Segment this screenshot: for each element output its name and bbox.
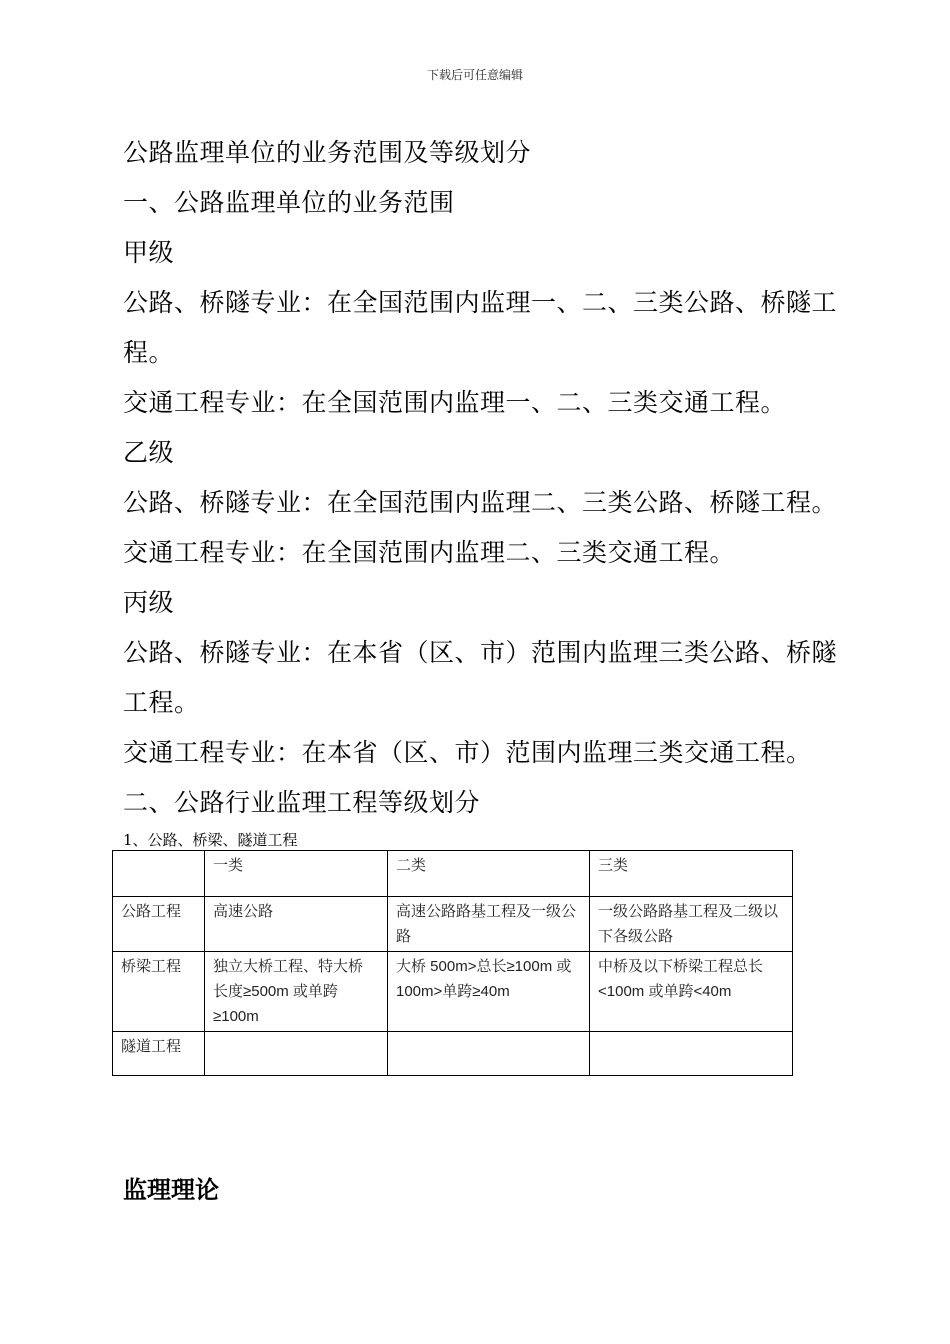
- table-cell: 公路工程: [113, 897, 205, 952]
- table-header-row: [113, 851, 793, 897]
- table-cell: 一级公路路基工程及二级以下各级公路: [590, 897, 793, 952]
- section-title: 监理理论: [123, 1176, 219, 1204]
- table-row: [113, 1032, 793, 1076]
- doc-title: 公路监理单位的业务范围及等级划分: [123, 138, 532, 167]
- grade-b-road-bridge: 公路、桥隧专业：在全国范围内监理二、三类公路、桥隧工程。: [123, 488, 838, 517]
- table-cell: 独立大桥工程、特大桥 长度≥500m 或单跨≥100m: [205, 952, 388, 1032]
- grade-c-road-bridge: 公路、桥隧专业：在本省（区、市）范围内监理三类公路、桥隧工程。: [123, 638, 838, 717]
- table-header-cell: 三类: [590, 851, 793, 897]
- grade-c-label: 丙级: [123, 588, 175, 617]
- table-cell: [590, 1032, 793, 1076]
- grade-b-label: 乙级: [123, 438, 175, 467]
- grade-a-label: 甲级: [123, 238, 175, 267]
- heading-grade-division: 二、公路行业监理工程等级划分: [123, 788, 481, 817]
- grade-a-road-bridge: 公路、桥隧专业：在全国范围内监理一、二、三类公路、桥隧工程。: [123, 288, 838, 367]
- document-body: [123, 128, 851, 1076]
- heading-business-scope: 一、公路监理单位的业务范围: [123, 188, 455, 217]
- table-cell: 大桥 500m>总长≥100m 或 100m>单跨≥40m: [388, 952, 590, 1032]
- table-row: [113, 897, 793, 952]
- table-header-cell: 一类: [205, 851, 388, 897]
- table-cell: 高速公路: [205, 897, 388, 952]
- grade-a-traffic: 交通工程专业：在全国范围内监理一、二、三类交通工程。: [123, 388, 787, 417]
- table-cell: [205, 1032, 388, 1076]
- table-cell: 桥梁工程: [113, 952, 205, 1032]
- table-header-cell: 二类: [388, 851, 590, 897]
- grade-c-traffic: 交通工程专业：在本省（区、市）范围内监理三类交通工程。: [123, 738, 812, 767]
- table-cell: 中桥及以下桥梁工程总长<100m 或单跨<40m: [590, 952, 793, 1032]
- table-cell: [388, 1032, 590, 1076]
- grade-table: [112, 850, 793, 1076]
- page-header: 下载后可任意编辑: [426, 68, 523, 82]
- table-header-cell: [113, 851, 205, 897]
- table-cell: 高速公路路基工程及一级公路: [388, 897, 590, 952]
- table-cell: 隧道工程: [113, 1032, 205, 1076]
- table-row: [113, 952, 793, 1032]
- table-caption: 1、公路、桥梁、隧道工程: [123, 831, 298, 849]
- grade-b-traffic: 交通工程专业：在全国范围内监理二、三类交通工程。: [123, 538, 736, 567]
